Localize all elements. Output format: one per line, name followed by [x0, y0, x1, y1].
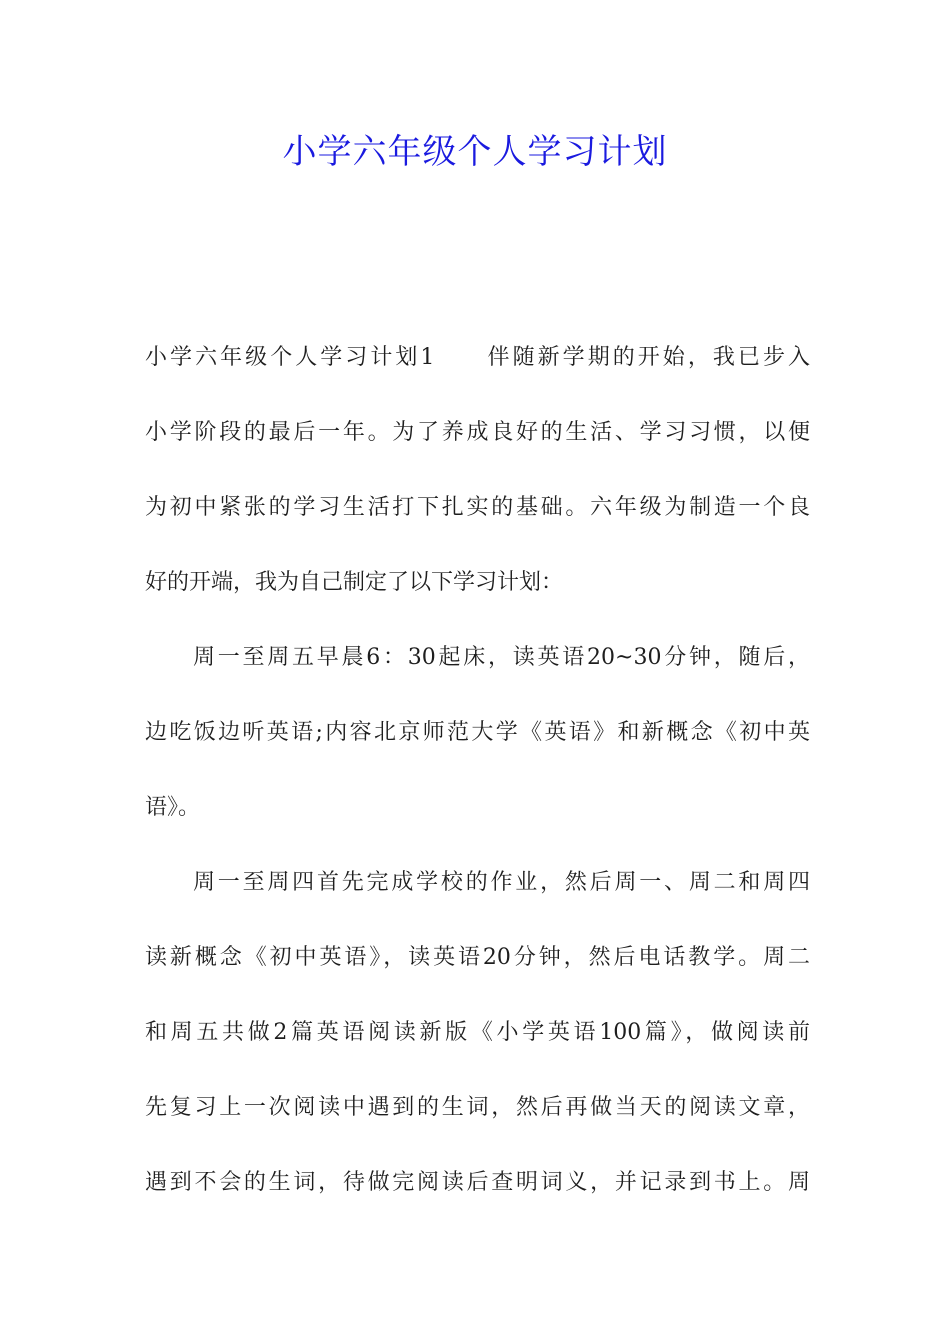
paragraph-line: 边吃饭边听英语;内容北京师范大学《英语》和新概念《初中英 [145, 720, 810, 745]
paragraph-line: 读新概念《初中英语》，读英语20分钟，然后电话教学。周二 [145, 945, 810, 970]
paragraph-line: 遇到不会的生词，待做完阅读后查明词义，并记录到书上。周 [145, 1170, 810, 1195]
paragraph-line: 周一至周四首先完成学校的作业，然后周一、周二和周四 [193, 870, 810, 895]
paragraph-line: 为初中紧张的学习生活打下扎实的基础。六年级为制造一个良 [145, 495, 810, 520]
paragraph-line: 语》。 [145, 795, 201, 820]
paragraph-line: 周一至周五早晨6：30起床，读英语20~30分钟，随后， [193, 645, 810, 670]
paragraph-line: 好的开端，我为自己制定了以下学习计划： [145, 570, 564, 595]
paragraph-line: 和周五共做2篇英语阅读新版《小学英语100篇》，做阅读前 [145, 1020, 810, 1045]
document-title: 小学六年级个人学习计划 [282, 132, 668, 172]
paragraph-line: 小学六年级个人学习计划1 伴随新学期的开始，我已步入 [145, 345, 810, 370]
paragraph-line: 小学阶段的最后一年。为了养成良好的生活、学习习惯，以便 [145, 420, 810, 445]
paragraph-line: 先复习上一次阅读中遇到的生词，然后再做当天的阅读文章， [145, 1095, 810, 1120]
